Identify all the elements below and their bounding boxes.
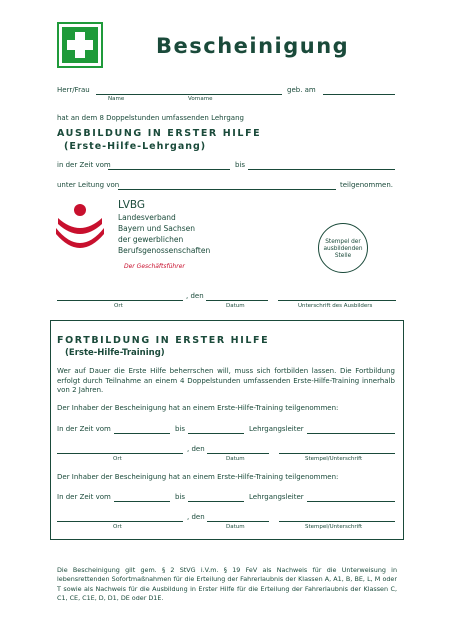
name-caption: Name bbox=[108, 96, 125, 102]
leitung-label: unter Leitung von bbox=[57, 181, 120, 189]
box-stempel-caption-1: Stempel/Unterschrift bbox=[305, 456, 363, 462]
herr-frau-label: Herr/Frau bbox=[57, 86, 90, 94]
box-ort-caption-2: Ort bbox=[113, 524, 122, 530]
bis-label: bis bbox=[235, 161, 246, 169]
stamp-line3: Stelle bbox=[334, 253, 352, 259]
first-aid-icon bbox=[57, 22, 103, 68]
box-den-label-1: , den bbox=[187, 445, 205, 453]
box-ort-field-1[interactable] bbox=[57, 453, 183, 454]
box-date-to-1[interactable] bbox=[188, 433, 244, 434]
org-line1: Landesverband bbox=[118, 213, 176, 222]
geb-am-label: geb. am bbox=[287, 86, 316, 94]
stamp-line2: ausbildenden bbox=[323, 246, 363, 252]
box-stempel-caption-2: Stempel/Unterschrift bbox=[305, 524, 363, 530]
ort-caption: Ort bbox=[114, 303, 123, 309]
unterschrift-field[interactable] bbox=[278, 300, 396, 301]
den-label: , den bbox=[186, 292, 204, 300]
datum-caption: Datum bbox=[226, 303, 245, 309]
box-date-from-1[interactable] bbox=[114, 433, 170, 434]
training-title: FORTBILDUNG IN ERSTER HILFE bbox=[57, 335, 270, 346]
org-short: LVBG bbox=[118, 199, 146, 211]
box-instructor-1[interactable] bbox=[307, 433, 395, 434]
birthdate-field[interactable] bbox=[323, 94, 395, 95]
intro-text: hat an dem 8 Doppelstunden umfassenden Lehrgang bbox=[57, 114, 244, 122]
teilgenommen-label: teilgenommen. bbox=[340, 181, 394, 189]
org-line2: Bayern und Sachsen bbox=[118, 224, 196, 233]
unterschrift-caption: Unterschrift des Ausbilders bbox=[298, 303, 373, 309]
box-datum-caption-1: Datum bbox=[226, 456, 245, 462]
lvbg-logo bbox=[54, 198, 106, 258]
training-box bbox=[50, 320, 404, 540]
stamp-circle bbox=[318, 223, 368, 273]
box-lehrgangsleiter-label-1: Lehrgangsleiter bbox=[249, 425, 304, 433]
zeit-vom-label: in der Zeit vom bbox=[57, 161, 111, 169]
signatory-label: Der Geschäftsführer bbox=[124, 263, 185, 270]
box-ort-caption-1: Ort bbox=[113, 456, 122, 462]
box-datum-caption-2: Datum bbox=[226, 524, 245, 530]
datum-field[interactable] bbox=[206, 300, 268, 301]
box-date-to-2[interactable] bbox=[188, 501, 244, 502]
box-stempel-field-2[interactable] bbox=[279, 521, 395, 522]
training-subtitle: (Erste-Hilfe-Training) bbox=[65, 348, 165, 358]
box-den-label-2: , den bbox=[187, 513, 205, 521]
box-datum-field-1[interactable] bbox=[207, 453, 269, 454]
course-subtitle: (Erste-Hilfe-Lehrgang) bbox=[64, 141, 207, 152]
date-from-field[interactable] bbox=[108, 169, 230, 170]
box-ort-field-2[interactable] bbox=[57, 521, 183, 522]
footer-text: Die Bescheinigung gilt gem. § 2 StVG i.V.m. § 19 FeV als Nachweis für die Unterweisung in lebensrettenden Sofortmaßnahmen für die Erteilung der Fahrerlaubnis der Klassen A, A1, B, BE, L, M oder T sowie als Nachweis für die Ausbildung in Erster Hilfe für die Erteilung der Fahrerlaubnis der Klassen C, C1, CE, C1E, D, D1, DE oder D1E. bbox=[57, 566, 397, 603]
page-title: Bescheinigung bbox=[156, 34, 350, 58]
box-datum-field-2[interactable] bbox=[207, 521, 269, 522]
box-zeit-vom-label-2: In der Zeit vom bbox=[57, 493, 111, 501]
participated-text-1: Der Inhaber der Bescheinigung hat an einem Erste-Hilfe-Training teilgenommen: bbox=[57, 404, 339, 412]
box-stempel-field-1[interactable] bbox=[279, 453, 395, 454]
participated-text-2: Der Inhaber der Bescheinigung hat an einem Erste-Hilfe-Training teilgenommen: bbox=[57, 473, 339, 481]
training-paragraph: Wer auf Dauer die Erste Hilfe beherrschen will, muss sich fortbilden lassen. Die Fortbildung erfolgt durch Teilnahme an einem 4 Doppelstunden umfassenden Erste-Hilfe-Training innerhalb von 2 Jahren. bbox=[57, 367, 395, 395]
box-lehrgangsleiter-label-2: Lehrgangsleiter bbox=[249, 493, 304, 501]
instructor-field[interactable] bbox=[118, 189, 336, 190]
org-line4: Berufsgenossenschaften bbox=[118, 246, 211, 255]
course-title: AUSBILDUNG IN ERSTER HILFE bbox=[57, 128, 262, 139]
stamp-line1: Stempel der bbox=[325, 239, 361, 245]
date-to-field[interactable] bbox=[248, 169, 395, 170]
vorname-caption: Vorname bbox=[188, 96, 213, 102]
ort-field[interactable] bbox=[57, 300, 183, 301]
box-zeit-vom-label-1: In der Zeit vom bbox=[57, 425, 111, 433]
box-bis-label-1: bis bbox=[175, 425, 186, 433]
box-date-from-2[interactable] bbox=[114, 501, 170, 502]
name-field[interactable] bbox=[96, 94, 282, 95]
box-instructor-2[interactable] bbox=[307, 501, 395, 502]
box-bis-label-2: bis bbox=[175, 493, 186, 501]
org-line3: der gewerblichen bbox=[118, 235, 184, 244]
